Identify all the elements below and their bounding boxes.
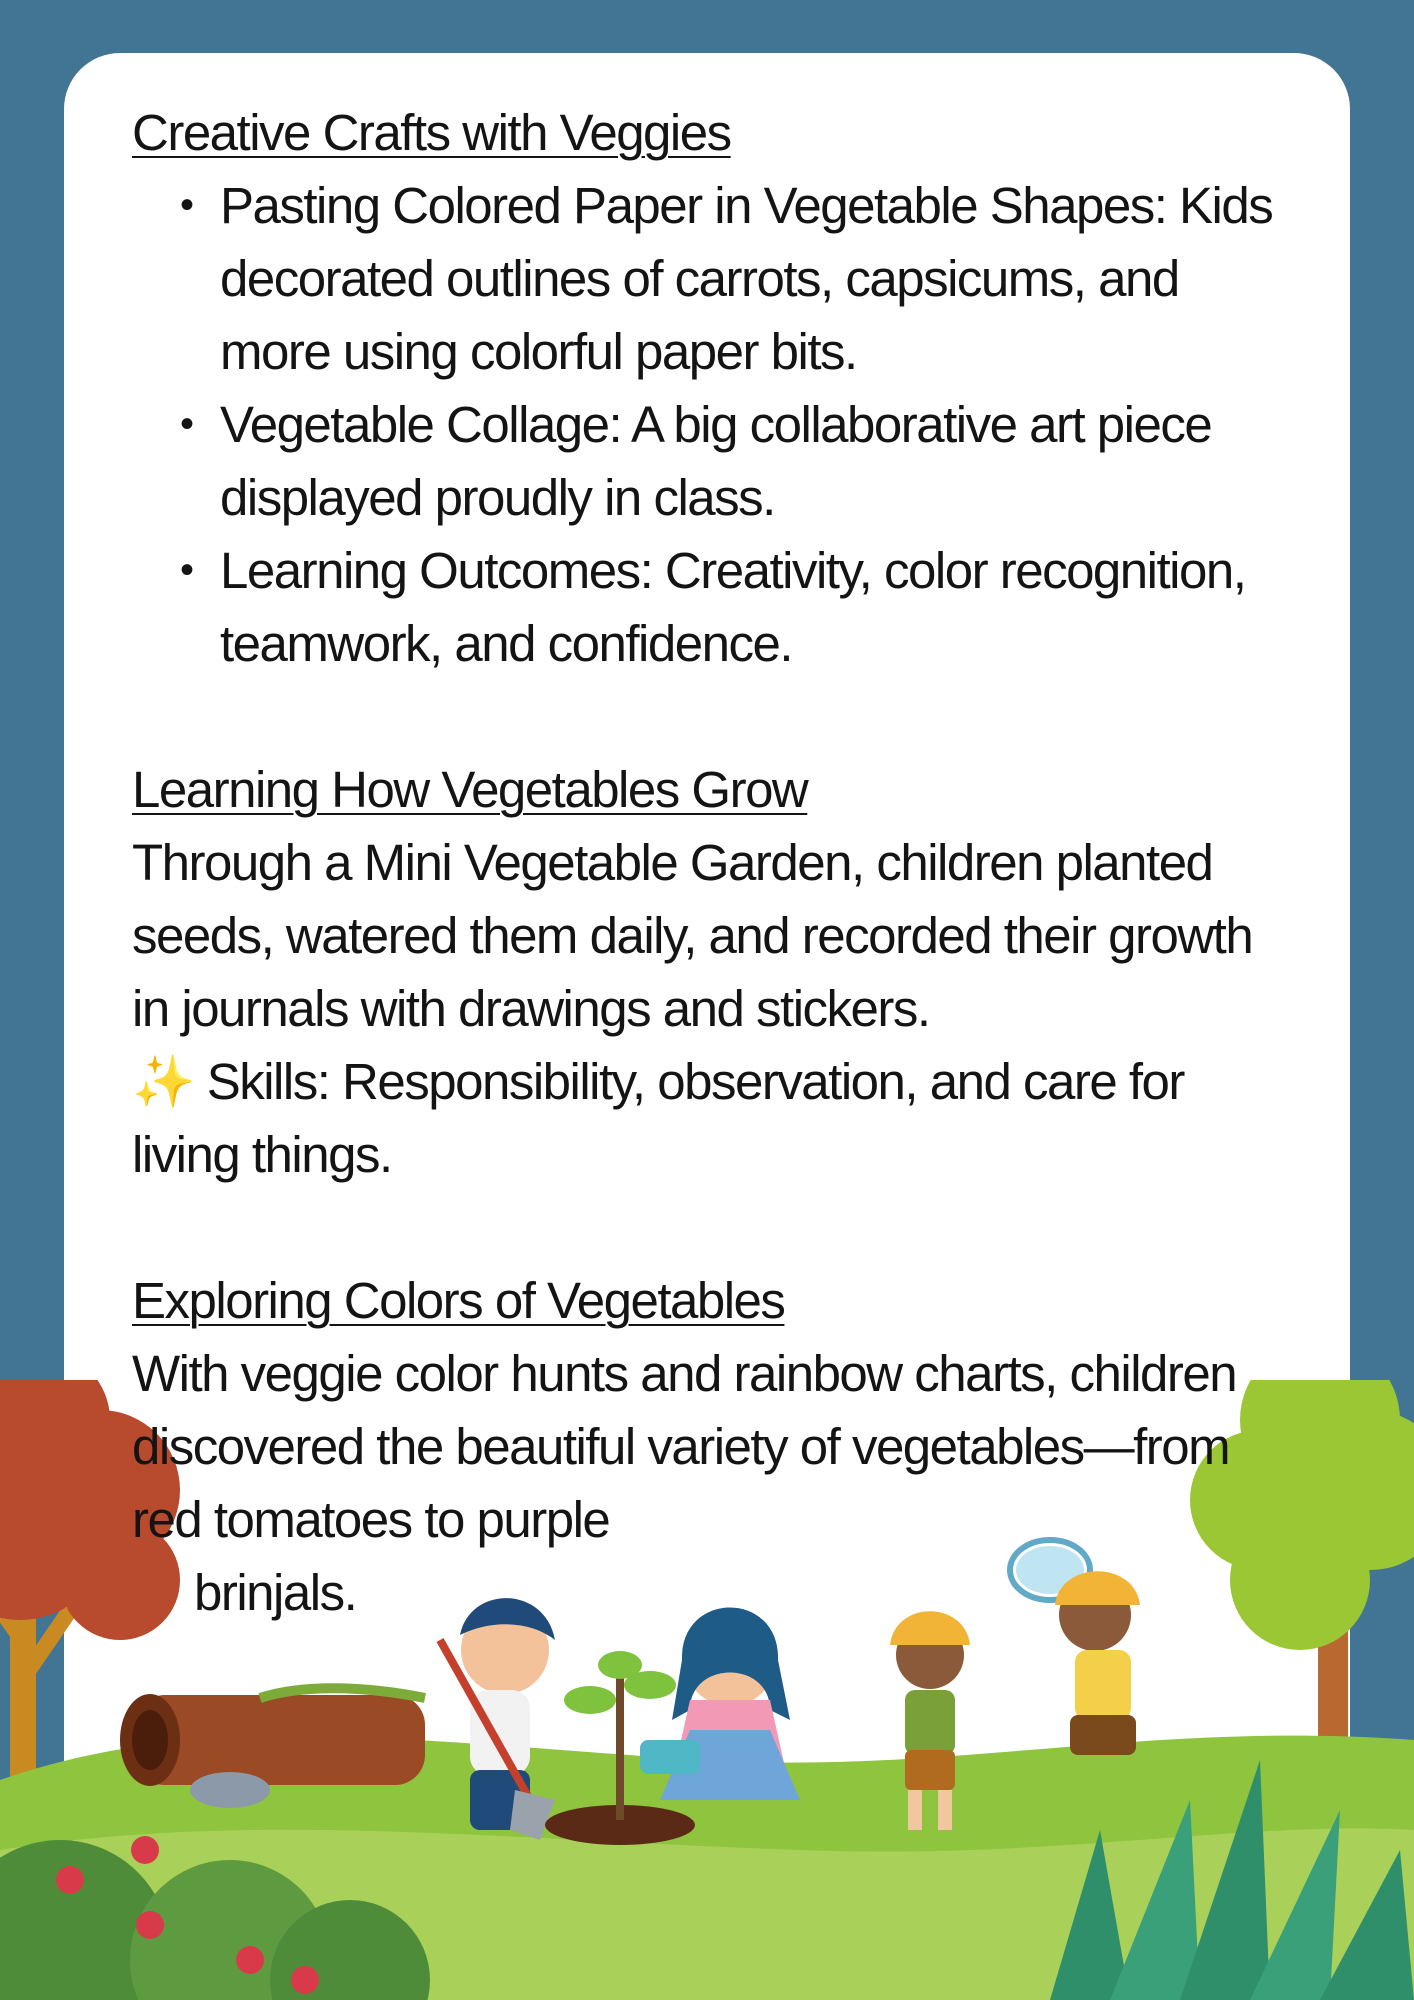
grow-paragraph: Through a Mini Vegetable Garden, children planted seeds, watered them daily, and recorded their growth in journals with drawings and stickers.	[132, 834, 1253, 1037]
list-item: • Vegetable Collage: A big collaborative art piece displayed proudly in class.	[132, 388, 1282, 534]
skills-text: Skills: Responsibility, observation, and care for living things.	[132, 1053, 1184, 1183]
colors-paragraph-end: brinjals.	[194, 1564, 357, 1621]
section-heading-colors: Exploring Colors of Vegetables	[132, 1272, 785, 1329]
colors-paragraph: With veggie color hunts and rainbow charts, children discovered the beautiful variety of vegetables—from red tomatoes to purple	[132, 1345, 1237, 1548]
child-watering	[640, 1608, 800, 1801]
section-heading-crafts: Creative Crafts with Veggies	[132, 104, 731, 161]
section-heading-grow: Learning How Vegetables Grow	[132, 761, 808, 818]
crafts-list	[132, 169, 1282, 680]
document-content	[132, 96, 1282, 1629]
sparkle-icon: ✨	[132, 1053, 195, 1110]
skills-line	[132, 1045, 1282, 1191]
list-item: • Learning Outcomes: Creativity, color recognition, teamwork, and confidence.	[132, 534, 1282, 680]
list-item: • Pasting Colored Paper in Vegetable Shapes: Kids decorated outlines of carrots, capsicums, and more using colorful paper bits.	[132, 169, 1282, 388]
